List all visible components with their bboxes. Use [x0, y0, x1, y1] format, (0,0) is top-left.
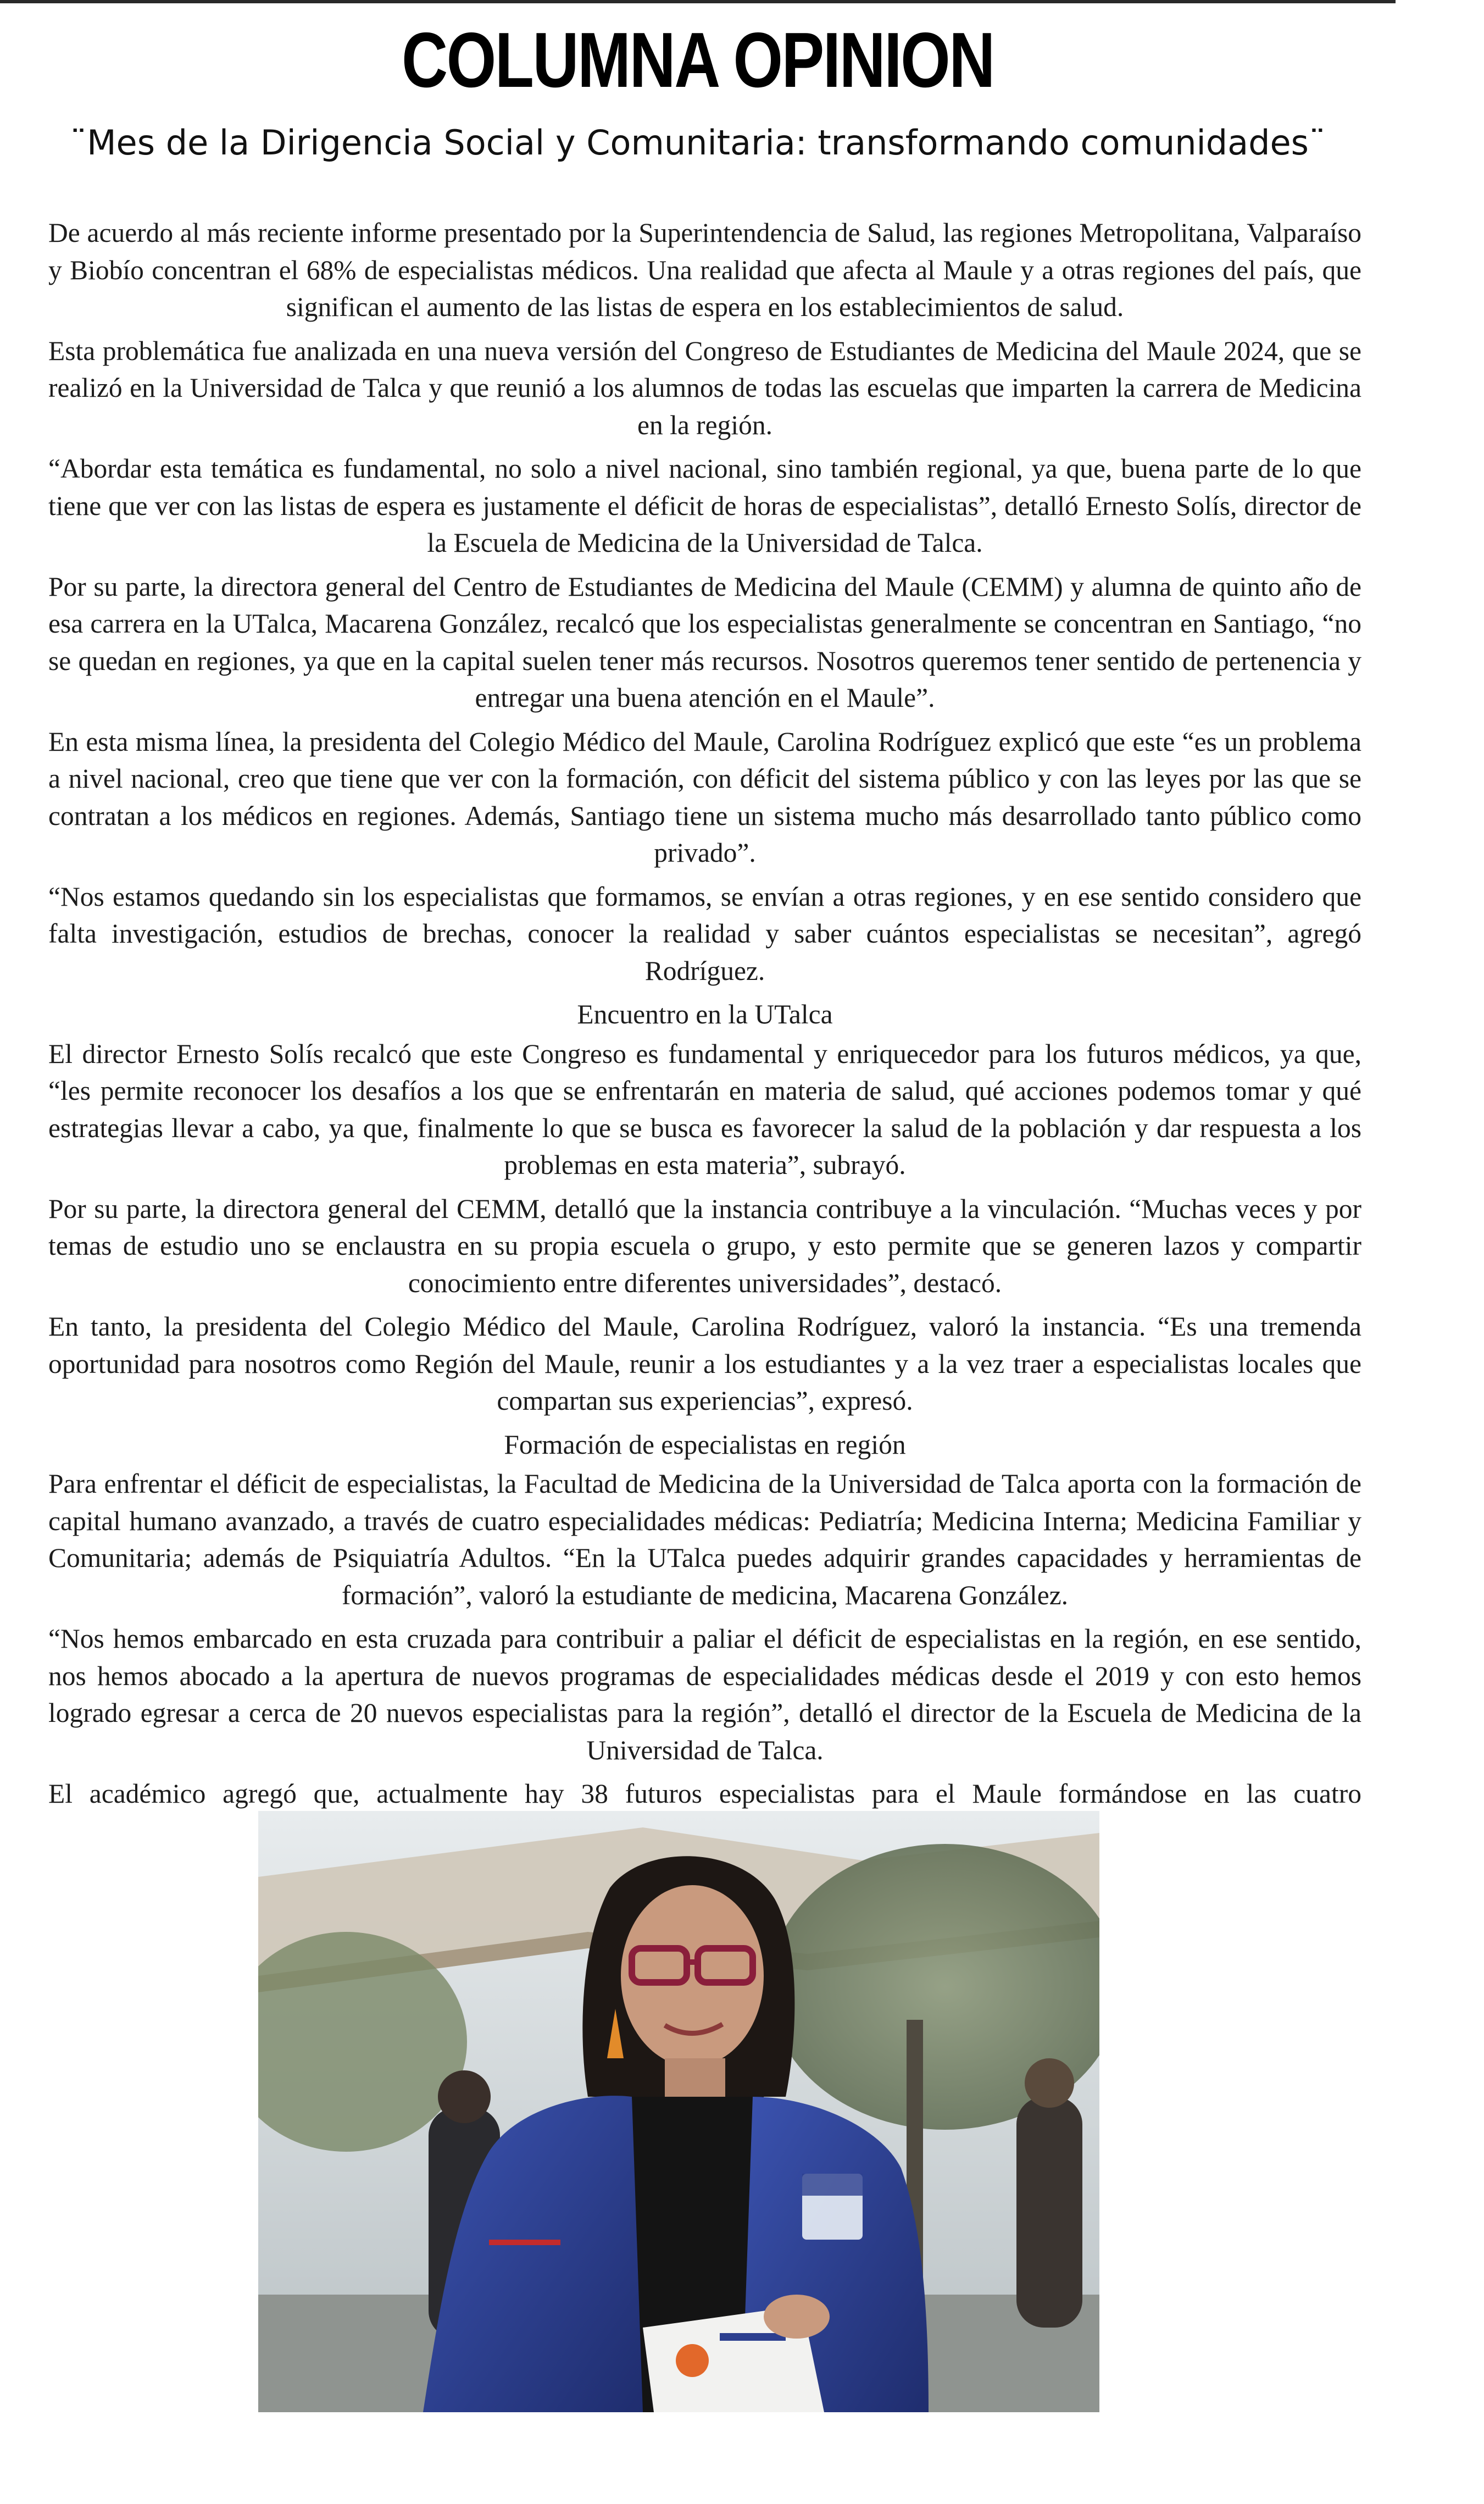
article-paragraph: “Nos estamos quedando sin los especialistas que formamos, se envían a otras regiones, y en ese sentido considero que falta investigación, estudios de brechas, conocer la realidad y saber cuántos especialistas se necesitan”, agregó Rodríguez.	[48, 881, 1361, 986]
article-paragraph: Por su parte, la directora general del CEMM, detalló que la instancia contribuye a la vinculación. “Muchas veces y por temas de estudio uno se enclaustra en su propia escuela o grupo, y esto permite que se generen lazos y compartir conocimiento entre diferentes universidades”, destacó.	[48, 1193, 1361, 1298]
article-paragraph: Para enfrentar el déficit de especialistas, la Facultad de Medicina de la Universidad de Talca aporta con la formación de capital humano avanzado, a través de cuatro especialidades médicas: Pediatría; Medicina Interna; Medicina Familiar y Comunitaria; además de Psiquiatría Adultos. “En la UTalca puedes adquirir grandes capacidades y herramientas de formación”, valoró la estudiante de medicina, Macarena González.	[48, 1469, 1361, 1610]
article-paragraph: De acuerdo al más reciente informe presentado por la Superintendencia de Salud, las regiones Metropolitana, Valparaíso y Biobío concentran el 68% de especialistas médicos. Una realidad que afecta al Maule y a otras regiones del país, que significan el aumento de las listas de espera en los establecimientos de salud.	[48, 218, 1361, 322]
article-paragraph: El académico agregó que, actualmente hay 38 futuros especialistas para el Maule formándose en las cuatro	[48, 1779, 1361, 1809]
section-heading: Encuentro en la UTalca	[577, 999, 833, 1029]
article-photo	[258, 1811, 1099, 2412]
column-title: COLUMNA OPINION	[402, 16, 994, 104]
column-subtitle: ¨Mes de la Dirigencia Social y Comunitaria: transformando comunidades¨	[70, 123, 1326, 163]
article-paragraph: En tanto, la presidenta del Colegio Médico del Maule, Carolina Rodríguez, valoró la instancia. “Es una tremenda oportunidad para nosotros como Región del Maule, reunir a los estudiantes y a la vez traer a especialistas locales que compartan sus experiencias”, expresó.	[48, 1311, 1361, 1416]
article-paragraph: “Abordar esta temática es fundamental, no solo a nivel nacional, sino también regional, ya que, buena parte de lo que tiene que ver con las listas de espera es justamente el déficit de horas de especialistas”, detalló Ernesto Solís, director de la Escuela de Medicina de la Universidad de Talca.	[48, 453, 1361, 558]
top-rule	[0, 0, 1396, 3]
article-paragraph: En esta misma línea, la presidenta del Colegio Médico del Maule, Carolina Rodríguez explicó que este “es un problema a nivel nacional, creo que tiene que ver con la formación, con déficit del sistema público y con las leyes por las que se contratan a los médicos en regiones. Además, Santiago tiene un sistema mucho más desarrollado tanto público como privado”.	[48, 726, 1361, 868]
article-body	[48, 214, 1361, 1856]
article-paragraph: Esta problemática fue analizada en una nueva versión del Congreso de Estudiantes de Medicina del Maule 2024, que se realizó en la Universidad de Talca y que reunió a los alumnos de todas las escuelas que imparten la carrera de Medicina en la región.	[48, 335, 1361, 440]
article-paragraph: El director Ernesto Solís recalcó que este Congreso es fundamental y enriquecedor para los futuros médicos, ya que, “les permite reconocer los desafíos a los que se enfrentarán en materia de salud, qué acciones podemos tomar y qué estrategias llevar a cabo, ya que, finalmente lo que se busca es favorecer la salud de la población y dar respuesta a los problemas en esta materia”, subrayó.	[48, 1038, 1361, 1180]
section-heading: Formación de especialistas en región	[504, 1429, 906, 1460]
woman-portrait-photo	[258, 1811, 1099, 2412]
article-paragraph: Por su parte, la directora general del Centro de Estudiantes de Medicina del Maule (CEMM) y alumna de quinto año de esa carrera en la UTalca, Macarena González, recalcó que los especialistas generalmente se concentran en Santiago, “no se quedan en regiones, ya que en la capital suelen tener más recursos. Nosotros queremos tener sentido de pertenencia y entregar una buena atención en el Maule”.	[48, 571, 1361, 713]
article-paragraph: “Nos hemos embarcado en esta cruzada para contribuir a paliar el déficit de especialistas en la región, en ese sentido, nos hemos abocado a la apertura de nuevos programas de especialidades médicas desde el 2019 y con esto hemos logrado egresar a cerca de 20 nuevos especialistas para la región”, detalló el director de la Escuela de Medicina de la Universidad de Talca.	[48, 1624, 1361, 1765]
